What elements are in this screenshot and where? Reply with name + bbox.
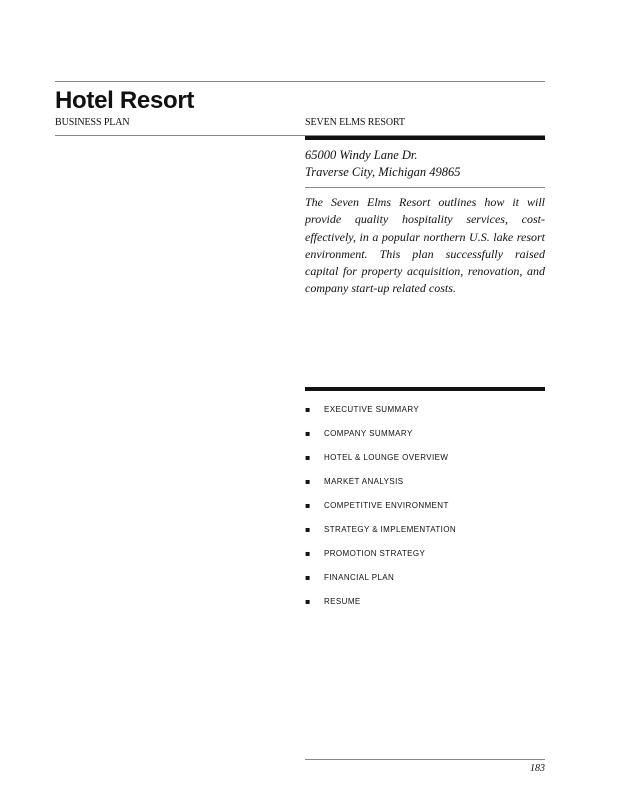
contents-item-label: HOTEL & LOUNGE OVERVIEW (324, 453, 449, 462)
header-thick-bar (305, 136, 545, 140)
contents-item-label: COMPANY SUMMARY (324, 429, 413, 438)
contents-item (305, 497, 545, 521)
bullet-icon: ▪ (305, 573, 311, 582)
contents-thick-bar (305, 387, 545, 391)
contents-item (305, 473, 545, 497)
page-title: Hotel Resort (55, 87, 195, 114)
contents-item-label: EXECUTIVE SUMMARY (324, 405, 420, 414)
address-rule (305, 187, 545, 188)
contents-item (305, 545, 545, 569)
contents-item (305, 449, 545, 473)
address-street: 65000 Windy Lane Dr. (305, 148, 418, 162)
contents-item-label: FINANCIAL PLAN (324, 573, 395, 582)
bullet-icon: ▪ (305, 453, 311, 462)
bullet-icon: ▪ (305, 501, 311, 510)
bullet-icon: ▪ (305, 597, 311, 606)
page-number: 183 (530, 763, 545, 774)
contents-item-label: STRATEGY & IMPLEMENTATION (324, 525, 457, 534)
bullet-icon: ▪ (305, 405, 311, 414)
contents-item (305, 401, 545, 425)
contents-item (305, 521, 545, 545)
footer-rule (305, 759, 545, 760)
address-block (305, 147, 545, 181)
contents-item (305, 569, 545, 593)
contents-list (305, 401, 545, 617)
bullet-icon: ▪ (305, 429, 311, 438)
contents-item-label: PROMOTION STRATEGY (324, 549, 426, 558)
bullet-icon: ▪ (305, 477, 311, 486)
plan-summary: The Seven Elms Resort outlines how it will provide quality hospitality services, cost-effectively, in a popular northern U.S. lake resort environment. This plan successfully raised capital for property acquisition, renovation, and company start-up related costs. (305, 195, 545, 296)
section-label: BUSINESS PLAN (55, 117, 130, 128)
contents-item (305, 593, 545, 617)
contents-item (305, 425, 545, 449)
address-city: Traverse City, Michigan 49865 (305, 165, 461, 179)
contents-item-label: COMPETITIVE ENVIRONMENT (324, 501, 449, 510)
company-name: SEVEN ELMS RESORT (305, 117, 405, 128)
contents-item-label: RESUME (324, 597, 361, 606)
bullet-icon: ▪ (305, 525, 311, 534)
top-rule (55, 81, 545, 82)
bullet-icon: ▪ (305, 549, 311, 558)
contents-item-label: MARKET ANALYSIS (324, 477, 404, 486)
